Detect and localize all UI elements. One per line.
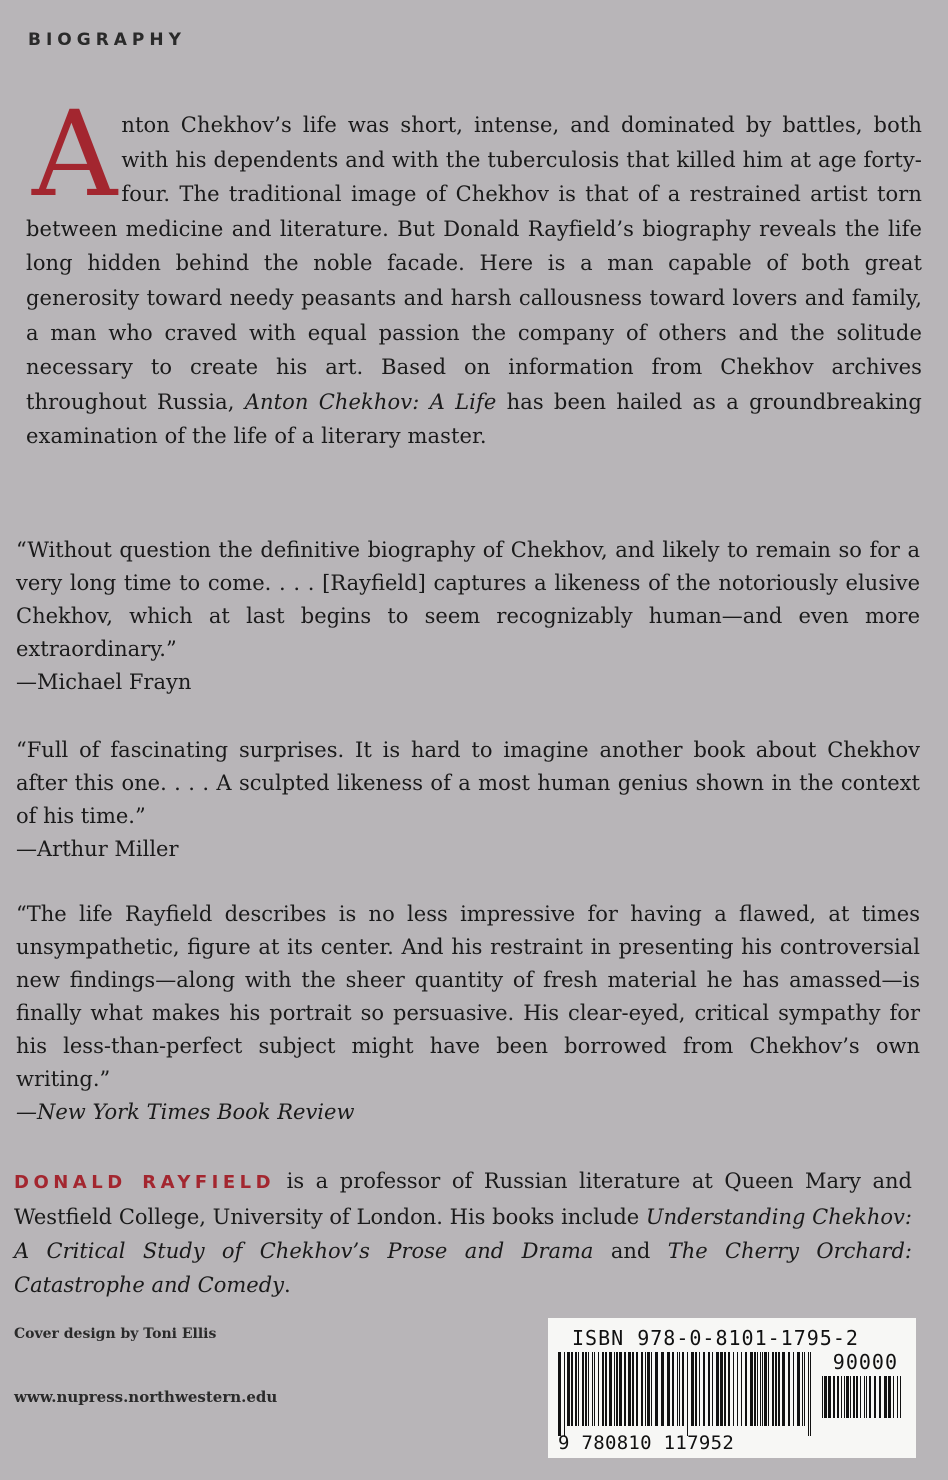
barcode-bar	[822, 1376, 823, 1418]
barcode-bar	[614, 1352, 615, 1426]
barcode-bar	[558, 1352, 561, 1436]
barcode-bar	[699, 1352, 700, 1426]
barcode-bar	[703, 1352, 705, 1426]
barcode-bar	[741, 1352, 742, 1426]
barcode-bar	[864, 1376, 865, 1418]
barcode-bar	[841, 1376, 842, 1418]
barcode-bar	[775, 1352, 777, 1426]
barcode-bar	[879, 1376, 881, 1418]
book-title-2: The Cherry Orchard: Catastrophe and Comedy	[14, 1239, 912, 1297]
barcode-bar	[661, 1352, 664, 1426]
barcode-bar	[605, 1352, 607, 1426]
barcode-bar	[860, 1376, 861, 1418]
barcode-bar	[571, 1352, 573, 1426]
barcode-bar	[575, 1352, 577, 1426]
barcode-bar	[716, 1352, 719, 1426]
category-label: BIOGRAPHY	[28, 30, 186, 50]
about-author	[14, 1164, 912, 1302]
barcode-bar	[691, 1352, 694, 1426]
barcode-bar	[682, 1352, 684, 1426]
barcode-bar	[632, 1352, 634, 1426]
barcode-bar	[762, 1352, 763, 1426]
barcode-bar	[712, 1352, 713, 1426]
barcode-bar	[578, 1352, 579, 1426]
barcode-bar	[647, 1352, 650, 1426]
barcode-bar	[888, 1376, 891, 1418]
barcode-bar	[900, 1376, 901, 1418]
barcode-bar	[636, 1352, 638, 1426]
barcode-bar	[897, 1376, 898, 1418]
barcode-bar	[667, 1352, 670, 1426]
publisher-url[interactable]: www.nupress.northwestern.edu	[14, 1388, 278, 1406]
barcode-bar	[594, 1352, 595, 1426]
book-title-1: Understanding Chekhov: A Critical Study of Chekhov’s Prose and Drama	[14, 1205, 912, 1263]
barcode-bar	[588, 1352, 589, 1426]
quote-text: “The life Rayfield describes is no less impressive for having a flawed, at times unsympathetic, figure at its center. And his restraint in presenting his controversial new findings—along with the sheer quantity of fresh material he has amassed—is finally what makes his portrait so persuasive. His clear-eyed, critical sympathy for his less-than-perfect subject might have been borrowed from Chekhov’s own writing.”	[16, 902, 920, 1091]
barcode-panel	[548, 1318, 916, 1458]
barcode-bar	[724, 1352, 726, 1426]
about-and: and	[593, 1239, 668, 1263]
barcode-bar	[782, 1352, 785, 1426]
barcode-bar	[828, 1376, 831, 1418]
barcode-bar	[616, 1352, 618, 1426]
barcode-bar	[733, 1352, 734, 1426]
barcode-bar	[687, 1352, 688, 1436]
barcode-bar	[768, 1352, 769, 1426]
about-end: .	[284, 1273, 291, 1297]
quote-attribution: —Arthur Miller	[16, 837, 179, 861]
about-text: is a professor of Russian literature at Queen Mary and Westfield College, University of London. His books include	[14, 1169, 912, 1229]
barcode-bar	[677, 1352, 678, 1426]
barcode-bar	[624, 1352, 626, 1426]
book-title: Anton Chekhov: A Life	[244, 389, 497, 414]
review-quote-1	[16, 534, 920, 699]
barcode-bar	[628, 1352, 631, 1426]
barcode-bar	[802, 1352, 803, 1426]
barcode-bar	[797, 1352, 800, 1426]
barcode-bar	[764, 1352, 767, 1426]
barcode-bar	[853, 1376, 855, 1418]
barcode-bar	[695, 1352, 697, 1426]
barcode-bar	[869, 1376, 871, 1418]
barcode-bar	[598, 1352, 599, 1426]
barcode-bar	[585, 1352, 587, 1426]
barcode-bar	[641, 1352, 643, 1426]
barcode-bar	[564, 1352, 565, 1436]
author-name: DONALD RAYFIELD	[14, 1172, 276, 1193]
barcode-bar	[672, 1352, 674, 1426]
cover-credit: Cover design by Toni Ellis	[14, 1326, 217, 1342]
description-text-2: has been hailed as a groundbreaking examination of the life of a literary master.	[26, 389, 922, 449]
price-barcode-bars-icon	[820, 1376, 906, 1428]
review-quote-3	[16, 898, 920, 1129]
barcode-bar	[737, 1352, 738, 1426]
barcode-bar	[824, 1376, 827, 1418]
barcode-bar	[808, 1352, 809, 1436]
quote-attribution: —Michael Frayn	[16, 670, 192, 694]
book-description	[26, 85, 922, 454]
barcode-bar	[874, 1376, 876, 1418]
barcode-bar	[793, 1352, 794, 1426]
drop-cap: A	[32, 85, 118, 223]
price-code: 90000	[832, 1350, 898, 1374]
barcode-bar	[846, 1376, 849, 1418]
barcode-bar	[856, 1376, 858, 1418]
review-quote-2	[16, 734, 920, 866]
barcode-bar	[602, 1352, 604, 1426]
quote-text: “Without question the definitive biography of Chekhov, and likely to remain so for a very long time to come. . . . [Rayfield] captures a likeness of the notoriously elusive Chekhov, which at last begins to seem recognizably human—and even more extraordinary.”	[16, 538, 920, 661]
barcode-bars-icon	[556, 1352, 814, 1436]
barcode-bar	[592, 1352, 593, 1426]
barcode-bar	[760, 1352, 761, 1426]
barcode-bar	[567, 1352, 570, 1426]
barcode-bar	[745, 1352, 747, 1426]
barcode-bar	[778, 1352, 780, 1426]
barcode-bar	[772, 1352, 774, 1426]
barcode-bar	[866, 1376, 867, 1418]
barcode-bar	[757, 1352, 758, 1426]
barcode-bar	[833, 1376, 835, 1418]
barcode-bar	[655, 1352, 658, 1426]
barcode-digits: 9 780810 117952	[558, 1432, 735, 1454]
barcode-bar	[679, 1352, 680, 1426]
barcode-bar	[582, 1352, 584, 1426]
barcode-bar	[720, 1352, 723, 1426]
barcode-bar	[804, 1352, 805, 1426]
description-text-1: nton Chekhov’s life was short, intense, and dominated by battles, both with his dependents and with the tuberculosis that killed him at age forty-four. The traditional image of Chekhov is that of a restrained artist torn between medicine and literature. But Donald Rayfield’s biography reveals the life long hidden behind the noble facade. Here is a man capable of both great generosity toward needy peasants and harsh callousness toward lovers and family, a man who craved with equal passion the company of others and the solitude necessary to create his art. Based on information from Chekhov archives throughout Russia,	[26, 113, 922, 414]
barcode-bar	[754, 1352, 756, 1426]
quote-attribution: —New York Times Book Review	[16, 1100, 355, 1124]
barcode-bar	[837, 1376, 839, 1418]
barcode-bar	[884, 1376, 887, 1418]
barcode-bar	[850, 1376, 851, 1418]
barcode-bar	[893, 1376, 894, 1418]
barcode-bar	[645, 1352, 646, 1426]
quote-text: “Full of fascinating surprises. It is hard to imagine another book about Chekhov after this one. . . . A sculpted likeness of a most human genius shown in the context of his time.”	[16, 738, 920, 828]
barcode-bar	[810, 1352, 811, 1436]
barcode-bar	[728, 1352, 730, 1426]
barcode-bar	[844, 1376, 845, 1418]
barcode-bar	[619, 1352, 622, 1426]
isbn-label: ISBN 978-0-8101-1795-2	[572, 1326, 859, 1350]
barcode-bar	[708, 1352, 710, 1426]
barcode-bar	[651, 1352, 652, 1426]
barcode-bar	[750, 1352, 753, 1426]
barcode-bar	[788, 1352, 790, 1426]
barcode-bar	[609, 1352, 612, 1426]
